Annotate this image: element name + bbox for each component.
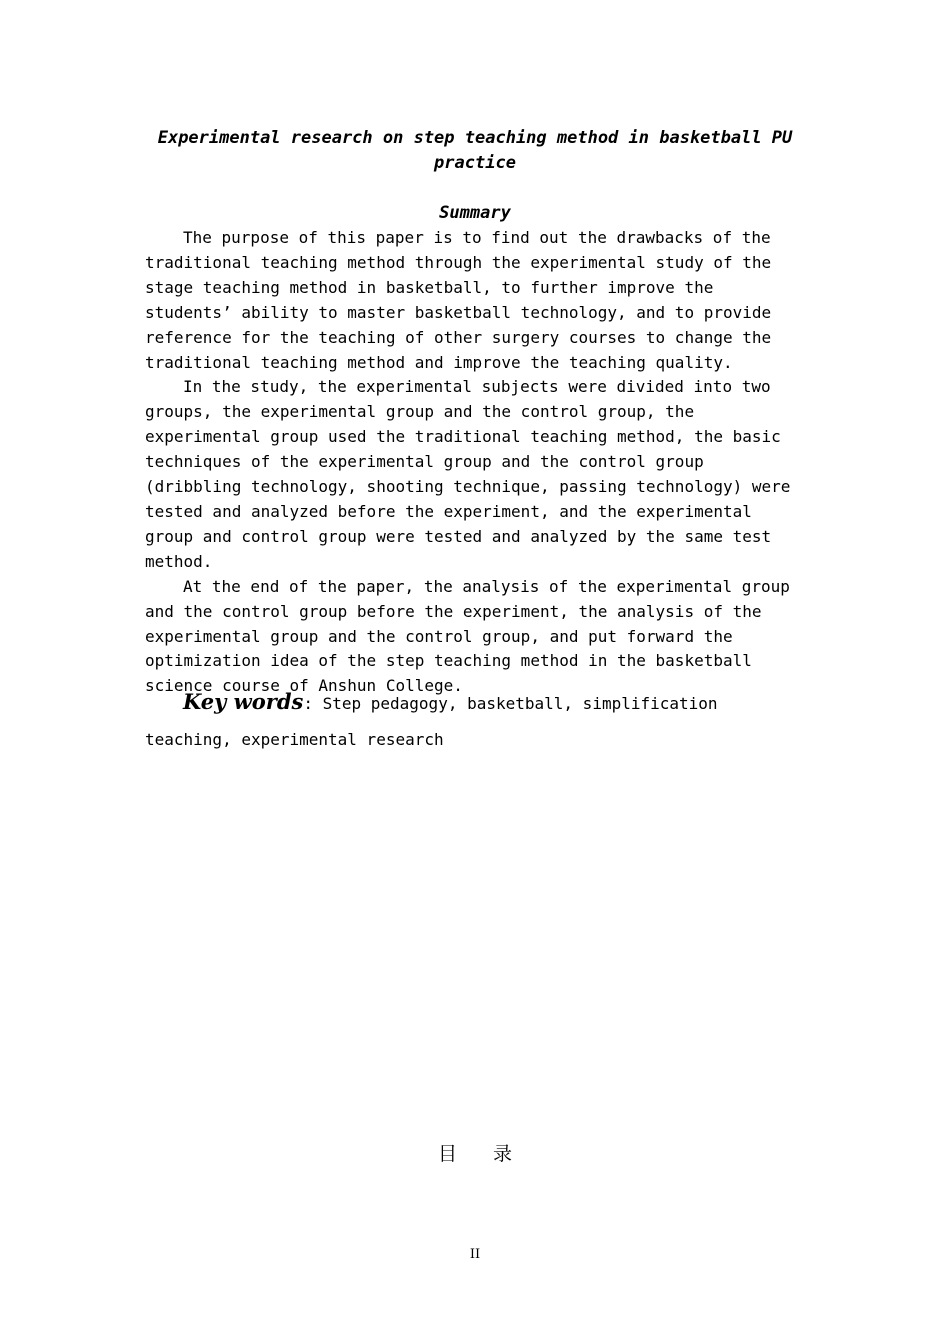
summary-paragraph-1: The purpose of this paper is to find out the drawbacks of the traditional teaching method through the experimental study of the stage teaching method in basketball, to further improve the students’ ability to master basketball technology, and to provide reference for the teaching of other surgery courses to change the traditional teaching method and improve the teaching quality. bbox=[145, 228, 772, 372]
summary-body bbox=[145, 226, 807, 699]
keywords-separator: : bbox=[303, 694, 323, 713]
paper-title-line-1: Experimental research on step teaching method in basketball PU bbox=[157, 128, 793, 148]
paper-title-line-2: practice bbox=[434, 153, 516, 173]
page-number: II bbox=[469, 1247, 481, 1262]
keywords-line bbox=[145, 684, 805, 758]
summary-heading: Summary bbox=[439, 203, 511, 223]
summary-paragraph-2: In the study, the experimental subjects were divided into two groups, the experimental group and the control group, the experimental group used the traditional teaching method, the basic techniques of the experimental group and the control group (dribbling technology, shooting technique, passing technology) were tested and analyzed before the experiment, and the experimental group and control group were tested and analyzed by the same test method. bbox=[145, 377, 791, 571]
paper-title bbox=[145, 126, 805, 176]
keywords-text: Step pedagogy, basketball, simplification teaching, experimental research bbox=[145, 694, 718, 749]
keywords-label: Key words bbox=[183, 689, 304, 714]
table-of-contents-heading: 目录 bbox=[437, 1143, 548, 1165]
summary-paragraph-3: At the end of the paper, the analysis of the experimental group and the control group before the experiment, the analysis of the experimental group and the control group, and put forward the optimization idea of the step teaching method in the basketball science course of Anshun College. bbox=[145, 576, 790, 696]
